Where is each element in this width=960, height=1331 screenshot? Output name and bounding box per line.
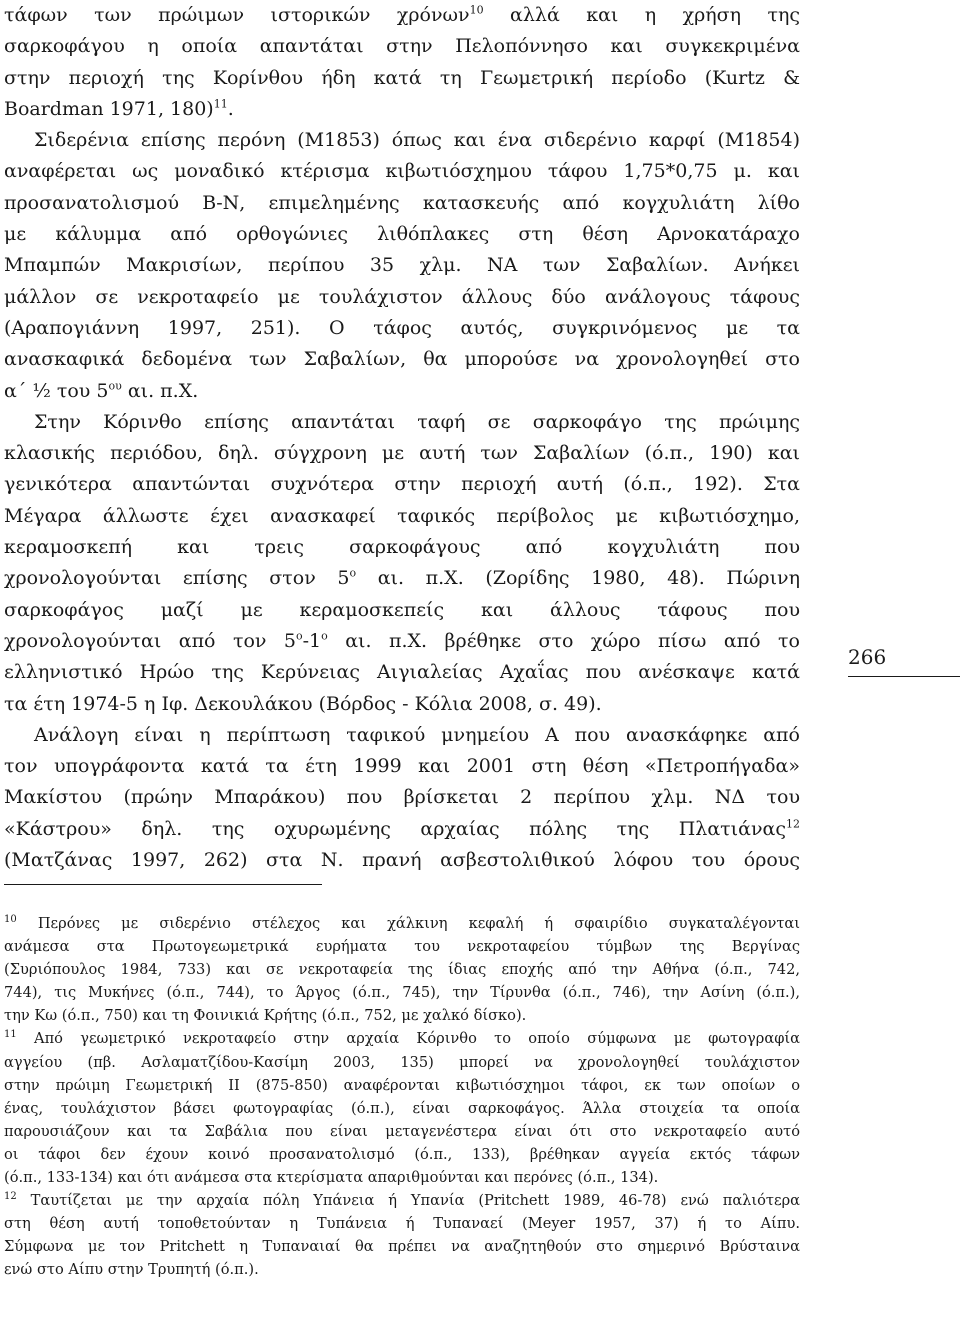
body-line <box>4 814 800 845</box>
body-line <box>4 720 800 751</box>
text-run: τον υπογράφοντα κατά τα έτη 1999 και 2001 στη θέση «Πετροπήγαδα» <box>4 755 800 778</box>
footnote-text: ανάμεσα στα Πρωτογεωμετρικά ευρήματα του νεκροταφείου τύμβων της Βεργίνας <box>4 938 800 956</box>
footnote-text: (ό.π., 133-134) και ότι ανάμεσα στα κτερίσματα απαριθμούνται και περόνες (ό.π., 134). <box>4 1169 659 1187</box>
text-run: τα έτη 1974-5 η Ιφ. Δεκουλάκου (Βόρδος - Κόλια 2008, σ. 49). <box>4 692 602 715</box>
body-line <box>4 250 800 281</box>
body-line <box>4 626 800 657</box>
footnote-line <box>4 1143 800 1166</box>
text-run: κεραμοσκεπή και τρεις σαρκοφάγους από κογχυλιάτη που <box>4 536 800 559</box>
footnote-text: ενώ στο Αίπυ στην Τρυπητή (ό.π.). <box>4 1261 259 1279</box>
text-run: ελληνιστικό Ηρώο της Κερύνειας Αιγιαλείας Αχαΐας που ανέσκαψε κατά <box>4 661 800 684</box>
body-line <box>4 532 800 563</box>
body-text <box>4 0 800 876</box>
footnote-number: 12 <box>4 1191 17 1203</box>
body-line <box>4 282 800 313</box>
text-run: Σιδερένια επίσης περόνη (Μ1853) όπως και ένα σιδερένιο καρφί (Μ1854) <box>34 129 800 152</box>
body-line <box>4 689 800 720</box>
body-line <box>4 782 800 813</box>
body-line <box>4 344 800 375</box>
footnote-text: στην πρώιμη Γεωμετρική ΙΙ (875-850) αναφέρονται κιβωτιόσχημοι τάφοι, εκ των οποίων ο <box>4 1076 800 1094</box>
text-run: Μπαμπών Μακρισίων, περίπου 35 χλμ. ΝΑ των Σαβαλίων. Ανήκει <box>4 254 800 277</box>
footnote-text: ένας, τουλάχιστον βάσει φωτογραφίας (ό.π.), είναι σαρκοφάγος. Άλλα στοιχεία τα οποία <box>4 1099 800 1117</box>
text-run: τάφων των πρώιμων ιστορικών χρόνων <box>4 4 470 26</box>
body-line <box>4 469 800 500</box>
footnote-text: αγγείου (πβ. Ασλαματζίδου-Κασίμη 2003, 135) μπορεί να χρονολογηθεί τουλάχιστον <box>4 1053 800 1071</box>
text-run: Μακίστου (πρώην Μπαράκου) που βρίσκεται 2 περίπου χλμ. ΝΔ του <box>4 786 800 809</box>
text-run: αι. π.Χ. βρέθηκε στο χώρο πίσω από το <box>327 629 800 652</box>
body-line <box>4 845 800 876</box>
text-run: αναφέρεται ως μοναδικό κτέρισμα κιβωτιόσχημου τάφου 1,75*0,75 μ. και <box>4 160 800 183</box>
body-line <box>4 407 800 438</box>
text-run: Στην Κόρινθο επίσης απαντάται ταφή σε σαρκοφάγο της πρώιμης <box>34 410 800 433</box>
body-line <box>4 501 800 532</box>
superscript: ο <box>321 629 328 643</box>
footnote-text: στη θέση αυτή τοποθετούνταν η Τυπάνεια ή Τυπαναεί (Meyer 1957, 37) ή το Αίπυ. <box>4 1215 800 1233</box>
text-run: ανασκαφικά δεδομένα των Σαβαλίων, θα μπορούσε να χρονολογηθεί στο <box>4 348 800 371</box>
superscript: 10 <box>469 3 484 17</box>
text-run: στην περιοχή της Κορίνθου ήδη κατά τη Γεωμετρική περίοδο (Kurtz & <box>4 66 800 89</box>
footnote-line <box>4 1166 800 1189</box>
body-line <box>4 595 800 626</box>
body-line <box>4 313 800 344</box>
footnote-text: Σύμφωνα με τον Pritchett η Τυπαναιαί θα πρέπει να αναζητηθούν στο σημερινό Βρύσταινα <box>4 1238 800 1256</box>
footnote-line <box>4 1051 800 1074</box>
text-run: Μέγαρα άλλωστε έχει ανασκαφεί ταφικός περίβολος με κιβωτιόσχημο, <box>4 504 800 527</box>
footnote-line <box>4 1097 800 1120</box>
footnote-text: οι τάφοι δεν έχουν κοινό προσανατολισμό (ό.π., 133), βρέθηκαν αγγεία εκτός τάφων <box>4 1145 800 1163</box>
text-run: χρονολογούνται από τον 5 <box>4 629 296 652</box>
text-run: προσανατολισμού Β-Ν, επιμελημένης κατασκευής από κογχυλιάτη λίθο <box>4 191 800 214</box>
text-run: αι. π.Χ. (Ζορίδης 1980, 48). Πώρινη <box>356 567 800 590</box>
text-run: σαρκοφάγος μαζί με κεραμοσκεπείς και άλλους τάφους που <box>4 598 800 621</box>
text-run: Ανάλογη είναι η περίπτωση ταφικού μνημείου Α που ανασκάφηκε από <box>34 723 800 746</box>
page-number: 266 <box>848 645 887 669</box>
body-line <box>4 563 800 594</box>
text-run: γενικότερα απαντώνται συχνότερα στην περιοχή αυτή (ό.π., 192). Στα <box>4 473 800 496</box>
footnote-text: Από γεωμετρικό νεκροταφείο στην αρχαία Κόρινθο το οποίο σύμφωνα με φωτογραφία <box>16 1030 800 1048</box>
footnote-text: 744), τις Μυκήνες (ό.π., 744), το Άργος (ό.π., 745), την Τίρυνθα (ό.π., 746), την Ασίνη (ό.π.), <box>4 984 800 1002</box>
superscript: ο <box>349 567 357 581</box>
footnote-line <box>4 1027 800 1050</box>
footnote-line <box>4 1189 800 1212</box>
superscript: 11 <box>213 97 228 111</box>
text-run: -1 <box>302 629 322 652</box>
text-run: μάλλον σε νεκροταφείο με τουλάχιστον άλλους δύο ανάλογους τάφους <box>4 285 800 308</box>
footnote-line <box>4 1258 800 1281</box>
body-line <box>4 31 800 62</box>
footnote-line <box>4 1004 800 1027</box>
text-run: (Ματζάνας 1997, 262) στα Ν. πρανή ασβεστολιθικού λόφου του όρους <box>4 849 800 872</box>
superscript: ου <box>108 379 122 393</box>
footnote-line <box>4 1235 800 1258</box>
text-run: με κάλυμμα από ορθογώνιες λιθόπλακες στη θέση Αρνοκατάραχο <box>4 223 800 246</box>
footnote-text: την Κω (ό.π., 750) και τη Φοινικιά Κρήτης (ό.π., 752, με χαλκό δίσκο). <box>4 1007 527 1025</box>
footnote-number: 11 <box>4 1029 17 1041</box>
footnote-text: παρουσιάζουν και τα Σαβάλια που είναι μεταγενέστερα είναι ότι στο νεκροταφείο αυτό <box>4 1122 800 1140</box>
footnote-text: Ταυτίζεται με την αρχαία πόλη Υπάνεια ή Υπανία (Pritchett 1989, 46-78) ενώ παλιότερα <box>16 1192 800 1210</box>
body-line <box>4 438 800 469</box>
footnote-line <box>4 1074 800 1097</box>
footnote-line <box>4 935 800 958</box>
footnote-line <box>4 1212 800 1235</box>
body-line <box>4 125 800 156</box>
body-line <box>4 376 800 407</box>
text-run: Boardman 1971, 180) <box>4 97 214 120</box>
text-run: χρονολογούνται επίσης στον 5 <box>4 567 350 590</box>
text-run: κλασικής περιόδου, δηλ. σύγχρονη με αυτή των Σαβαλίων (ό.π., 190) και <box>4 442 800 465</box>
footnote-text: (Συριόπουλος 1984, 733) και σε νεκροταφεία της ίδιας εποχής από την Αθήνα (ό.π., 742, <box>4 961 800 979</box>
superscript: 12 <box>786 817 800 831</box>
text-run: αι. π.Χ. <box>121 379 199 402</box>
body-line <box>4 657 800 688</box>
text-run: α΄ ½ του 5 <box>4 379 109 402</box>
body-line <box>4 751 800 782</box>
footnote-line <box>4 1120 800 1143</box>
footnote-number: 10 <box>4 914 17 926</box>
footnotes <box>4 912 800 1282</box>
footnote-text: Περόνες με σιδερένιο στέλεχος και χάλκινη κεφαλή ή σφαιρίδιο συγκαταλέγονται <box>16 915 800 932</box>
text-run: «Κάστρου» δηλ. της οχυρωμένης αρχαίας πόλης της Πλατιάνας <box>4 817 786 840</box>
footnote-line <box>4 981 800 1004</box>
body-line <box>4 63 800 94</box>
footnote-separator <box>4 884 322 885</box>
page-number-rule <box>848 676 960 677</box>
text-run: σαρκοφάγου η οποία απαντάται στην Πελοπόννησο και συγκεκριμένα <box>4 35 800 58</box>
body-line <box>4 219 800 250</box>
text-run: . <box>227 97 234 120</box>
text-run: (Αραπογιάννη 1997, 251). Ο τάφος αυτός, συγκρινόμενος με τα <box>4 316 800 339</box>
text-run: αλλά και η χρήση της <box>483 4 800 26</box>
body-line <box>4 0 800 31</box>
body-line <box>4 94 800 125</box>
superscript: ο <box>296 629 303 643</box>
body-line <box>4 156 800 187</box>
body-line <box>4 188 800 219</box>
footnote-line <box>4 958 800 981</box>
footnote-line <box>4 912 800 935</box>
